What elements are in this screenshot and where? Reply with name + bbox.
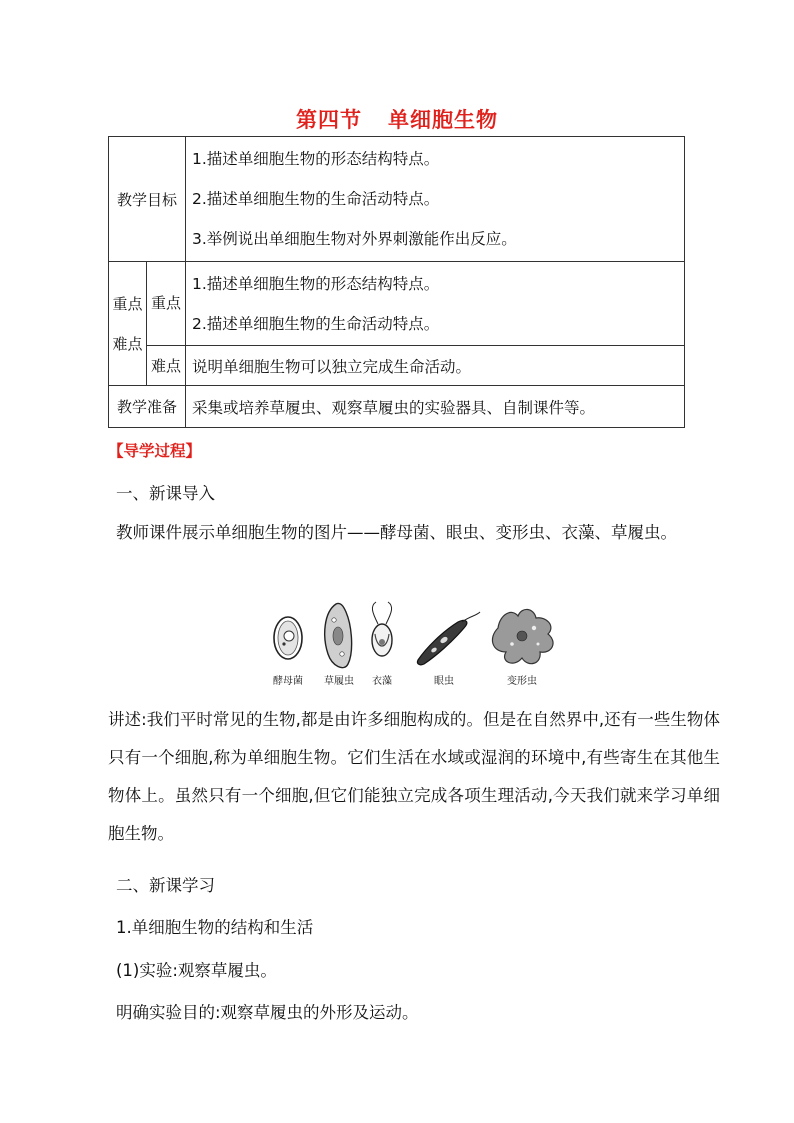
- paramecium-illustration: [325, 603, 352, 667]
- intro-paragraph: 教师课件展示单细胞生物的图片——酵母菌、眼虫、变形虫、衣藻、草履虫。: [116, 523, 677, 542]
- objectives-cell: [186, 137, 685, 262]
- figure-label: 变形虫: [507, 676, 537, 687]
- yeast-illustration: [274, 617, 302, 659]
- preparation-label: 教学准备: [109, 386, 186, 428]
- key-points-cell: [186, 262, 685, 346]
- objective-item: 3.举例说出单细胞生物对外界刺激能作出反应。: [192, 230, 517, 248]
- narration-paragraph: 讲述:我们平时常见的生物,都是由许多细胞构成的。但是在自然界中,还有一些生物体只有一个细胞,称为单细胞生物。它们生活在水域或湿润的环境中,有些寄生在其他生物体上。虽然只有一个细胞,但它们能独立完成各项生理活动,今天我们就来学习单细胞生物。: [108, 710, 720, 843]
- objectives-label: 教学目标: [109, 137, 186, 262]
- objective-item: 1.描述单细胞生物的形态结构特点。: [192, 150, 440, 168]
- title-topic: 单细胞生物: [388, 108, 498, 132]
- experiment-aim: 明确实验目的:观察草履虫的外形及运动。: [116, 1003, 419, 1022]
- key-difficulty-label: 重点难点: [109, 262, 147, 386]
- single-cell-organisms-figure: [266, 598, 566, 690]
- figure-label: 衣藻: [372, 676, 392, 687]
- section-heading: 二、新课学习: [116, 876, 215, 895]
- section-heading: 一、新课导入: [116, 484, 215, 503]
- page-title: [0, 104, 794, 134]
- difficulty-label: 难点: [147, 346, 186, 386]
- difficulty-row: [109, 346, 685, 386]
- key-point-item: 2.描述单细胞生物的生命活动特点。: [192, 314, 440, 333]
- preparation-cell: 采集或培养草履虫、观察草履虫的实验器具、自制课件等。: [186, 386, 685, 428]
- lesson-plan-table: [108, 136, 685, 428]
- key-point-item: 1.描述单细胞生物的形态结构特点。: [192, 274, 440, 293]
- subsection-heading: 1.单细胞生物的结构和生活: [116, 918, 314, 937]
- key-points-label: 重点: [147, 262, 186, 346]
- chlamydomonas-illustration: [372, 602, 392, 656]
- objective-item: 2.描述单细胞生物的生命活动特点。: [192, 190, 440, 208]
- figure-label: 酵母菌: [273, 676, 303, 687]
- title-section-number: 第四节: [296, 108, 362, 132]
- key-points-row: [109, 262, 685, 346]
- guide-heading: 【导学过程】: [108, 442, 202, 460]
- preparation-row: [109, 386, 685, 428]
- euglena-illustration: [417, 612, 480, 665]
- difficulty-cell: 说明单细胞生物可以独立完成生命活动。: [186, 346, 685, 386]
- experiment-heading: (1)实验:观察草履虫。: [116, 961, 277, 980]
- figure-label: 草履虫: [324, 676, 354, 687]
- objectives-row: [109, 137, 685, 262]
- amoeba-illustration: [492, 609, 553, 663]
- figure-label: 眼虫: [434, 676, 454, 687]
